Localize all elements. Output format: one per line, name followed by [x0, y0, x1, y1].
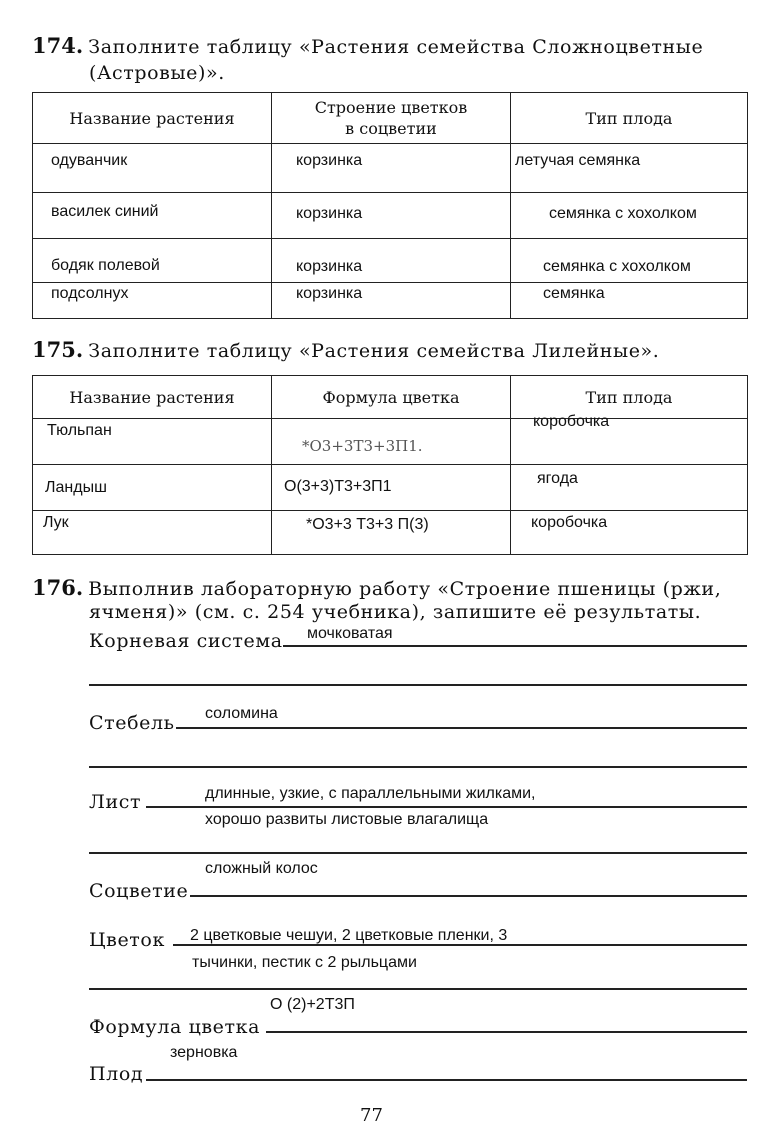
answer-line	[190, 895, 747, 897]
cell-input[interactable]: ягода	[537, 470, 578, 487]
table-row	[33, 239, 748, 283]
column-header: Тип плода	[511, 93, 748, 144]
answer-line	[176, 727, 747, 729]
task-text: Заполните таблицу «Растения семейства Сложноцветные	[88, 36, 704, 58]
answer-line	[89, 684, 747, 686]
page-number: 77	[360, 1105, 383, 1125]
answer-formula[interactable]: О (2)+2Т3П	[270, 996, 355, 1013]
table-row	[33, 511, 748, 555]
task-number: 175.	[32, 337, 84, 362]
cell-input[interactable]: семянка с хохолком	[549, 205, 697, 222]
field-label-stem: Стебель	[89, 712, 175, 734]
cell-input[interactable]: Лук	[43, 514, 69, 531]
answer-line	[89, 766, 747, 768]
cell-input[interactable]: летучая семянка	[515, 152, 641, 169]
task-text: Выполнив лабораторную работу «Строение пшеницы (ржи,	[88, 578, 722, 600]
cell-input[interactable]: *О3+3 Т3+3 П(3)	[306, 516, 429, 533]
task-number: 174.	[32, 33, 84, 58]
cell-input[interactable]: одуванчик	[51, 152, 128, 169]
column-header: Строение цветков в соцветии	[272, 93, 511, 144]
answer-stem[interactable]: соломина	[205, 705, 278, 722]
cell-input[interactable]: корзинка	[296, 285, 363, 302]
table-row	[33, 419, 748, 465]
table-row	[33, 193, 748, 239]
cell-input[interactable]: Тюльпан	[47, 422, 112, 439]
cell-input[interactable]: корзинка	[296, 205, 363, 222]
cell-input[interactable]: василек синий	[51, 203, 159, 220]
column-header: Название растения	[33, 376, 272, 419]
answer-root[interactable]: мочковатая	[307, 625, 393, 642]
answer-flower-line1[interactable]: 2 цветковые чешуи, 2 цветковые пленки, 3	[190, 927, 508, 944]
field-label-root: Корневая система	[89, 630, 283, 652]
field-label-leaf: Лист	[89, 791, 142, 813]
cell-input[interactable]: коробочка	[531, 514, 608, 531]
answer-flower-line2[interactable]: тычинки, пестик с 2 рыльцами	[192, 954, 417, 971]
table-row	[33, 283, 748, 319]
task-text: ячменя)» (см. с. 254 учебника), запишите её результаты.	[89, 601, 702, 623]
answer-line	[89, 852, 747, 854]
answer-line	[89, 988, 747, 990]
answer-leaf-line2[interactable]: хорошо развиты листовые влагалища	[205, 811, 489, 828]
cell-input[interactable]: бодяк полевой	[51, 257, 160, 274]
table-liliaceae	[32, 375, 748, 555]
cell-input[interactable]: корзинка	[296, 152, 363, 169]
cell-input[interactable]: семянка с хохолком	[543, 258, 691, 275]
cell-input[interactable]: *О3+3Т3+3П1.	[302, 437, 423, 455]
table-asteraceae	[32, 92, 748, 319]
field-label-formula: Формула цветка	[89, 1016, 261, 1038]
column-header: Тип плода	[511, 376, 748, 419]
cell-input[interactable]: Ландыш	[45, 479, 107, 496]
cell-input[interactable]: коробочка	[533, 413, 610, 430]
column-header: Формула цветка	[272, 376, 511, 419]
answer-line	[266, 1031, 747, 1033]
cell-input[interactable]: подсолнух	[51, 285, 129, 302]
answer-line	[173, 944, 747, 946]
answer-inflorescence[interactable]: сложный колос	[205, 860, 318, 877]
answer-line	[146, 1079, 747, 1081]
task-174-heading	[32, 33, 703, 58]
table-row	[33, 465, 748, 511]
cell-input[interactable]: О(3+3)Т3+3П1	[284, 478, 392, 495]
column-header: Название растения	[33, 93, 272, 144]
answer-line	[146, 806, 747, 808]
answer-fruit[interactable]: зерновка	[170, 1044, 238, 1061]
task-175-heading	[32, 337, 659, 362]
answer-line	[283, 645, 747, 647]
answer-leaf-line1[interactable]: длинные, узкие, с параллельными жилками,	[205, 785, 536, 802]
cell-input[interactable]: семянка	[543, 285, 605, 302]
field-label-inflorescence: Соцветие	[89, 880, 189, 902]
task-176-heading	[32, 575, 721, 600]
table-row	[33, 144, 748, 193]
field-label-flower: Цветок	[89, 929, 165, 951]
task-text: (Астровые)».	[89, 62, 225, 84]
cell-input[interactable]: корзинка	[296, 258, 363, 275]
task-text: Заполните таблицу «Растения семейства Лилейные».	[88, 340, 660, 362]
field-label-fruit: Плод	[89, 1063, 144, 1085]
task-number: 176.	[32, 575, 84, 600]
